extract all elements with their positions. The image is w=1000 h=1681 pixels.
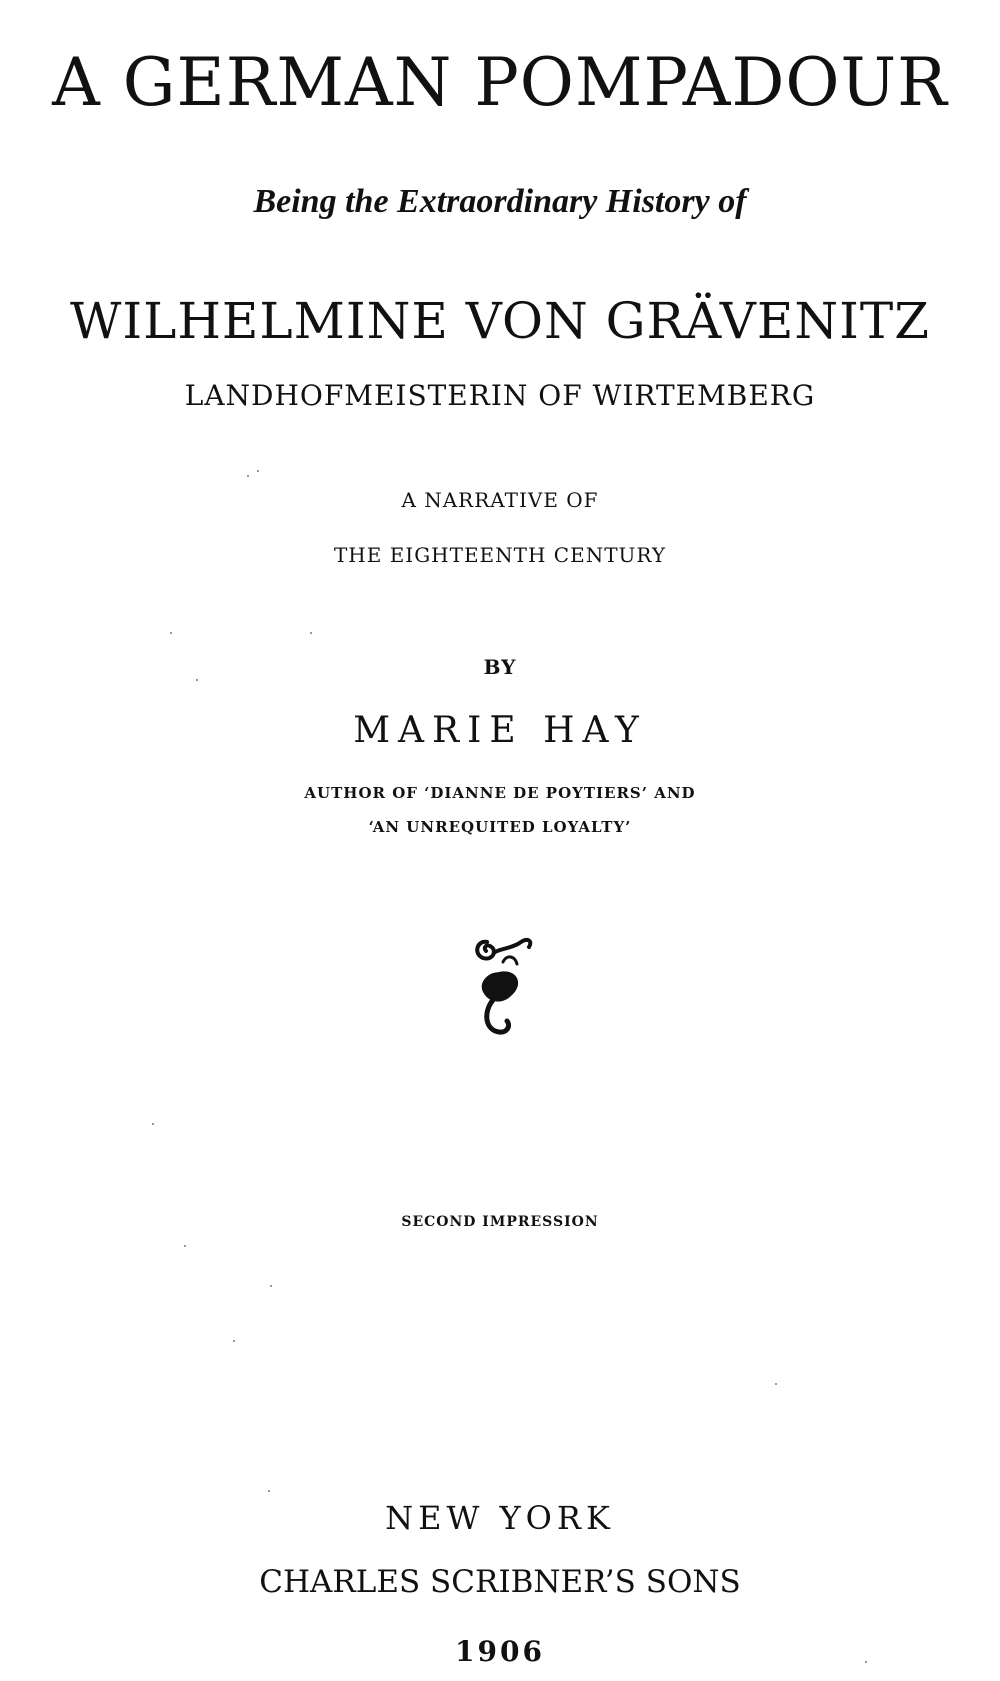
subject-office: LANDHOFMEISTERIN OF WIRTEMBERG [184, 379, 816, 412]
leaf-ornament-icon [465, 930, 540, 1040]
book-subtitle: Being the Extraordinary History of [253, 183, 747, 220]
paper-speck [247, 475, 249, 477]
paper-speck [775, 1383, 777, 1385]
paper-speck [233, 1340, 235, 1342]
author-name: MARIE HAY [353, 710, 647, 751]
publisher-city: NEW YORK [385, 1499, 615, 1537]
book-title: A GERMAN POMPADOUR [52, 44, 948, 121]
paper-speck [865, 1661, 867, 1663]
paper-speck [310, 632, 312, 634]
paper-speck [270, 1285, 272, 1287]
subject-name: WILHELMINE VON GRÄVENITZ [69, 292, 930, 350]
other-works-line-1: AUTHOR OF ‘DIANNE DE POYTIERS’ AND [304, 784, 696, 802]
paper-speck [170, 632, 172, 634]
paper-speck [184, 1245, 186, 1247]
impression-note: SECOND IMPRESSION [401, 1214, 599, 1230]
paper-speck [152, 1123, 154, 1125]
publisher-name: CHARLES SCRIBNER’S SONS [259, 1564, 741, 1600]
publication-year: 1906 [455, 1635, 545, 1668]
byline: BY [483, 655, 517, 679]
paper-speck [196, 679, 198, 681]
other-works-line-2: ‘AN UNREQUITED LOYALTY’ [368, 818, 632, 836]
description-line-2: THE EIGHTEENTH CENTURY [333, 543, 667, 567]
paper-speck [257, 470, 259, 472]
description-line-1: A NARRATIVE OF [401, 488, 599, 512]
paper-speck [268, 1490, 270, 1492]
